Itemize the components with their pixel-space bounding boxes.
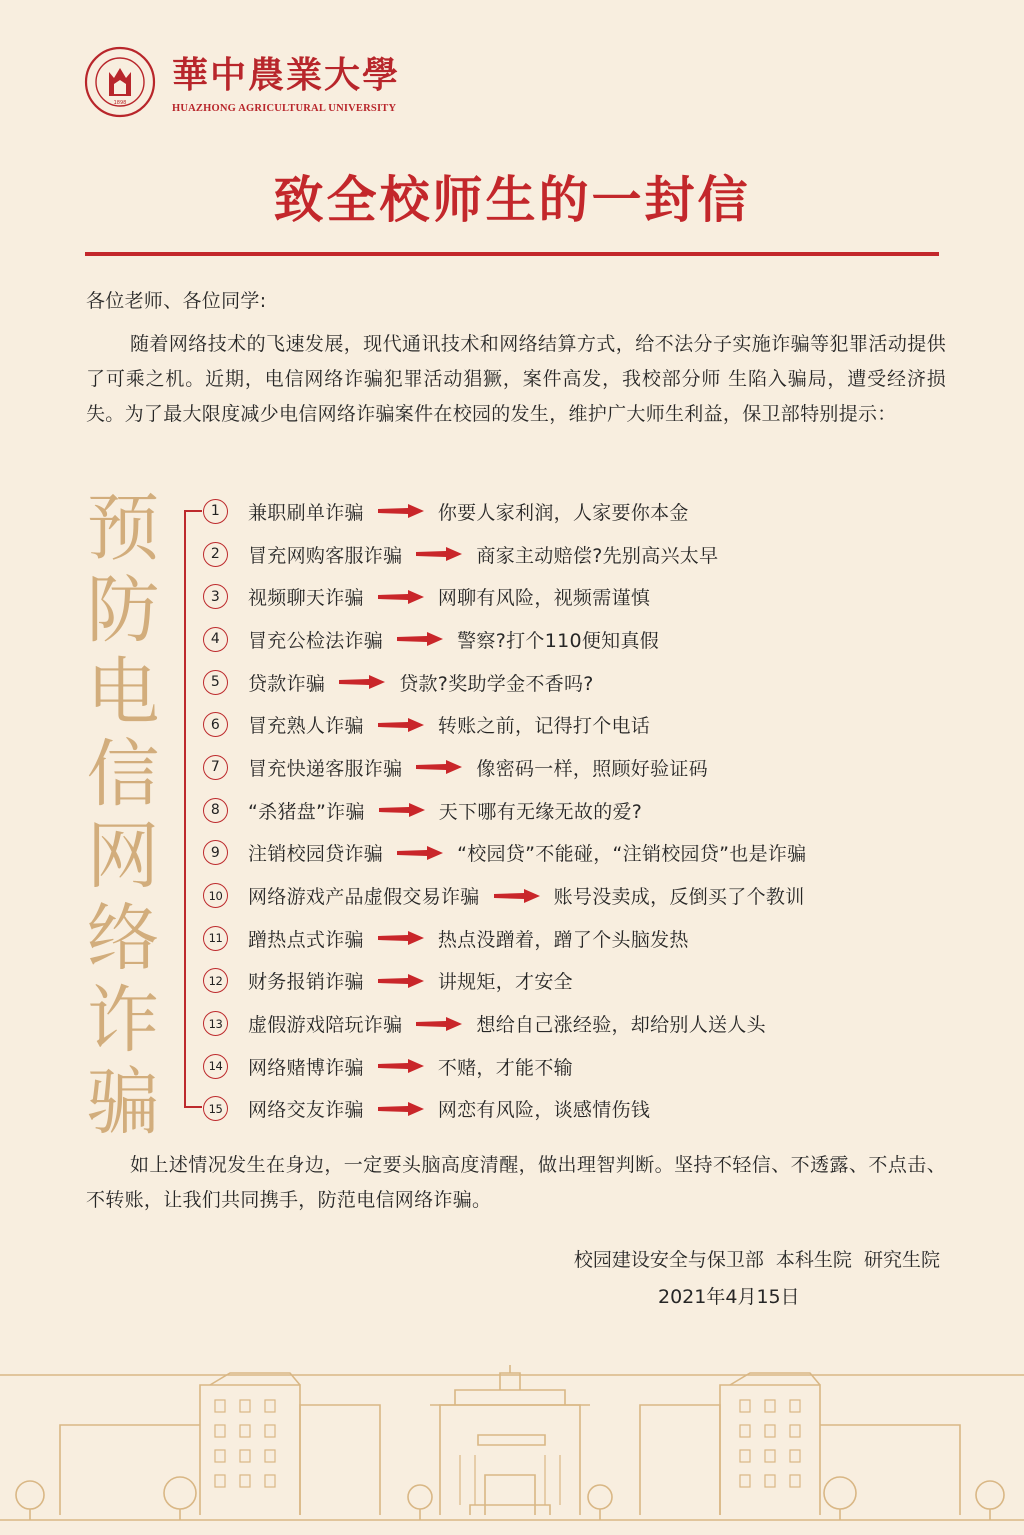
- fraud-type: 注销校园贷诈骗: [248, 843, 384, 866]
- item-number-badge: 15: [203, 1096, 228, 1121]
- red-arrow-icon: [378, 1102, 424, 1116]
- red-arrow-icon: [378, 718, 424, 732]
- fraud-tip: 天下哪有无缘无故的爱?: [438, 800, 643, 823]
- fraud-tip: 不赌，才能不输: [437, 1056, 573, 1079]
- vertical-heading-char: 防: [86, 568, 160, 653]
- closing-paragraph: 如上述情况发生在身边，一定要头脑高度清醒，做出理智判断。坚持不轻信、不透露、不点击、不转账，让我们共同携手，防范电信网络诈骗。: [86, 1154, 946, 1211]
- campus-building-illustration: [0, 1365, 1024, 1535]
- fraud-tip: 像密码一样，照顾好验证码: [476, 757, 709, 780]
- fraud-type: 视频聊天诈骗: [248, 587, 364, 610]
- fraud-tip: 账号没卖成，反倒买了个教训: [553, 886, 805, 909]
- fraud-list-item: [203, 490, 806, 533]
- signature-departments: 校园建设安全与保卫部 本科生院 研究生院: [573, 1249, 940, 1271]
- item-number-badge: 4: [203, 627, 228, 652]
- red-arrow-icon: [416, 1017, 462, 1031]
- item-number-badge: 3: [203, 584, 228, 609]
- fraud-list: [203, 490, 806, 1130]
- fraud-list-item: [203, 746, 806, 789]
- item-number-badge: 6: [203, 712, 228, 737]
- red-arrow-icon: [378, 504, 424, 518]
- greeting: 各位老师、各位同学:: [86, 290, 267, 312]
- item-number-badge: 13: [203, 1011, 228, 1036]
- vertical-heading-char: 预: [86, 486, 160, 571]
- fraud-type: 网络赌博诈骗: [248, 1056, 364, 1079]
- fraud-type: 虚假游戏陪玩诈骗: [248, 1014, 403, 1037]
- item-number-badge: 12: [203, 968, 228, 993]
- university-name-en: HUAZHONG AGRICULTURAL UNIVERSITY: [172, 103, 397, 114]
- fraud-list-item: [203, 832, 806, 875]
- list-bracket: [184, 510, 202, 1108]
- fraud-tip: 网恋有风险，谈感情伤钱: [437, 1099, 651, 1122]
- fraud-list-item: [203, 1002, 806, 1045]
- seal-year: 1898: [113, 100, 127, 106]
- fraud-tip: 商家主动赔偿?先别高兴太早: [476, 544, 719, 567]
- item-number-badge: 10: [203, 883, 228, 908]
- fraud-list-item: [203, 960, 806, 1003]
- fraud-type: 冒充熟人诈骗: [248, 715, 364, 738]
- university-name: 華中農業大學: [172, 54, 401, 96]
- red-arrow-icon: [378, 931, 424, 945]
- red-arrow-icon: [378, 590, 424, 604]
- item-number-badge: 8: [203, 798, 228, 823]
- fraud-tip: 网聊有风险，视频需谨慎: [437, 587, 651, 610]
- red-arrow-icon: [416, 547, 462, 561]
- red-arrow-icon: [379, 803, 425, 817]
- fraud-list-item: [203, 533, 806, 576]
- fraud-type: 贷款诈骗: [248, 672, 326, 695]
- vertical-heading: [78, 488, 168, 1144]
- fraud-type: 兼职刷单诈骗: [248, 501, 364, 524]
- fraud-list-item: [203, 874, 806, 917]
- fraud-type: 网络交友诈骗: [248, 1099, 364, 1122]
- red-arrow-icon: [378, 1059, 424, 1073]
- fraud-list-item: [203, 703, 806, 746]
- red-arrow-icon: [378, 974, 424, 988]
- page-title: 致全校师生的一封信: [273, 171, 751, 229]
- vertical-heading-char: 网: [86, 814, 160, 899]
- fraud-type: 网络游戏产品虚假交易诈骗: [248, 886, 480, 909]
- fraud-type: “杀猪盘”诈骗: [248, 800, 365, 823]
- fraud-tip: 贷款?奖助学金不香吗?: [399, 672, 594, 695]
- fraud-tip: 你要人家利润，人家要你本金: [437, 501, 689, 524]
- red-arrow-icon: [397, 632, 443, 646]
- fraud-list-item: [203, 618, 806, 661]
- fraud-type: 蹭热点式诈骗: [248, 928, 364, 951]
- fraud-type: 冒充网购客服诈骗: [248, 544, 403, 567]
- fraud-list-item: [203, 661, 806, 704]
- red-arrow-icon: [416, 760, 462, 774]
- fraud-tip: “校园贷”不能碰，“注销校园贷”也是诈骗: [457, 843, 807, 866]
- fraud-list-item: [203, 1045, 806, 1088]
- intro-paragraph: 随着网络技术的飞速发展，现代通讯技术和网络结算方式，给不法分子实施诈骗等犯罪活动提供了可乘之机。近期，电信网络诈骗犯罪活动猖獗，案件高发，我校部分师 生陷入骗局，遭受经济损失。为了最大限度减少电信网络诈骗案件在校园的发生，维护广大师生利益，保卫部特别提示：: [86, 333, 946, 425]
- item-number-badge: 9: [203, 840, 228, 865]
- item-number-badge: 11: [203, 926, 228, 951]
- fraud-tip: 转账之前，记得打个电话: [437, 715, 651, 738]
- vertical-heading-char: 信: [86, 732, 160, 817]
- vertical-heading-char: 诈: [86, 978, 160, 1063]
- fraud-list-item: [203, 575, 806, 618]
- red-arrow-icon: [397, 846, 443, 860]
- item-number-badge: 5: [203, 670, 228, 695]
- item-number-badge: 7: [203, 755, 228, 780]
- vertical-heading-char: 电: [86, 650, 160, 735]
- item-number-badge: 2: [203, 542, 228, 567]
- fraud-type: 财务报销诈骗: [248, 971, 364, 994]
- item-number-badge: 14: [203, 1054, 228, 1079]
- fraud-tip: 警察?打个110便知真假: [457, 629, 660, 652]
- red-arrow-icon: [339, 675, 385, 689]
- fraud-type: 冒充公检法诈骗: [248, 629, 384, 652]
- signature-date: 2021年4月15日: [658, 1286, 800, 1308]
- fraud-list-item: [203, 1088, 806, 1131]
- vertical-heading-char: 骗: [86, 1060, 160, 1145]
- fraud-tip: 热点没蹭着，蹭了个头脑发热: [437, 928, 689, 951]
- vertical-heading-char: 络: [86, 896, 160, 981]
- fraud-tip: 讲规矩，才安全: [437, 971, 573, 994]
- fraud-list-item: [203, 789, 806, 832]
- title-divider: [85, 252, 939, 256]
- fraud-list-item: [203, 917, 806, 960]
- red-arrow-icon: [494, 889, 540, 903]
- university-seal-logo: [84, 46, 156, 118]
- item-number-badge: 1: [203, 499, 228, 524]
- fraud-tip: 想给自己涨经验，却给别人送人头: [476, 1014, 766, 1037]
- fraud-type: 冒充快递客服诈骗: [248, 757, 403, 780]
